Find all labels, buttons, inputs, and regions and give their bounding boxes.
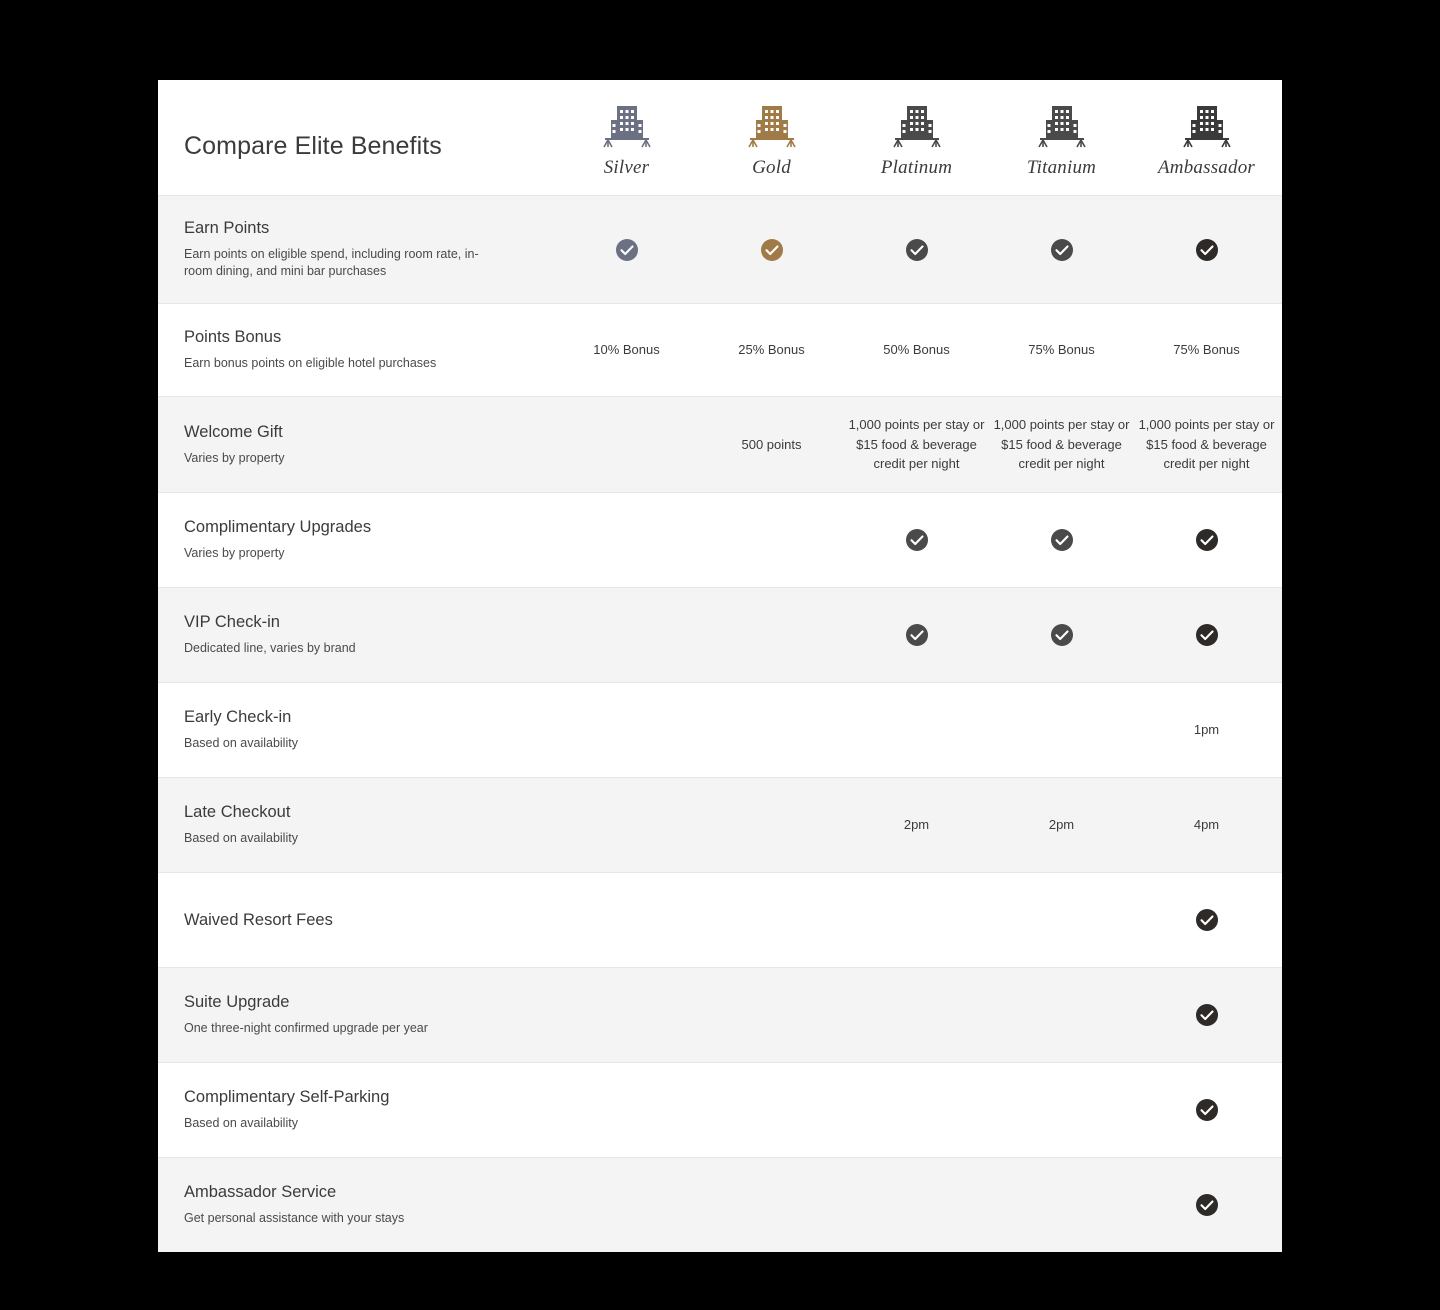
benefit-description: Dedicated line, varies by brand <box>184 641 356 656</box>
check-icon <box>905 623 929 647</box>
table-row <box>158 195 1282 303</box>
benefit-label <box>158 588 554 682</box>
cell-titanium <box>989 683 1134 777</box>
benefit-name: Welcome Gift <box>184 422 283 441</box>
check-icon <box>1050 238 1074 262</box>
benefit-name: Points Bonus <box>184 328 282 347</box>
cell-platinum <box>844 588 989 682</box>
hotel-building-icon <box>844 102 989 150</box>
benefit-name: Early Check-in <box>184 708 292 727</box>
check-icon <box>1195 623 1219 647</box>
cell-platinum <box>844 493 989 587</box>
benefit-label <box>158 778 554 872</box>
table-row <box>158 777 1282 872</box>
cell-ambassador: 75% Bonus <box>1173 342 1240 358</box>
hotel-building-icon <box>989 102 1134 150</box>
table-row <box>158 1062 1282 1157</box>
check-icon <box>1195 1193 1219 1217</box>
benefit-name: Ambassador Service <box>184 1183 337 1202</box>
check-icon <box>1050 623 1074 647</box>
cell-platinum <box>844 968 989 1062</box>
cell-gold <box>699 588 844 682</box>
benefit-name: Late Checkout <box>184 803 291 822</box>
cell-platinum <box>844 1063 989 1157</box>
benefit-name: Waived Resort Fees <box>184 910 333 929</box>
cell-titanium: 75% Bonus <box>1028 342 1095 358</box>
check-icon <box>905 528 929 552</box>
cell-titanium <box>989 196 1134 303</box>
cell-gold <box>699 968 844 1062</box>
benefit-description: Get personal assistance with your stays <box>184 1211 405 1226</box>
hotel-building-icon <box>1134 102 1279 150</box>
benefit-description: Based on availability <box>184 736 298 751</box>
cell-titanium <box>989 493 1134 587</box>
benefit-description: Based on availability <box>184 831 298 846</box>
cell-platinum: 50% Bonus <box>883 342 950 358</box>
cell-platinum <box>844 196 989 303</box>
table-row <box>158 492 1282 587</box>
benefit-label <box>158 968 554 1062</box>
check-icon <box>1195 528 1219 552</box>
cell-ambassador: 1pm <box>1193 722 1220 738</box>
elite-benefits-comparison-table <box>158 80 1282 1252</box>
check-icon <box>1195 238 1219 262</box>
check-icon <box>760 238 784 262</box>
cell-platinum <box>844 1158 989 1252</box>
cell-silver: 10% Bonus <box>593 342 660 358</box>
cell-silver <box>554 968 699 1062</box>
benefit-label <box>158 304 554 396</box>
cell-platinum: 1,000 points per stay or $15 food & beverage credit per night <box>848 417 985 472</box>
benefit-description: Earn points on eligible spend, including room rate, in-room dining, and mini bar purchases <box>184 246 479 279</box>
table-row <box>158 1157 1282 1252</box>
benefit-description: Based on availability <box>184 1116 298 1131</box>
cell-silver <box>554 778 699 872</box>
cell-gold <box>699 683 844 777</box>
cell-gold: 500 points <box>741 436 802 452</box>
cell-gold <box>699 1158 844 1252</box>
cell-gold <box>699 196 844 303</box>
table-row <box>158 967 1282 1062</box>
hotel-building-icon <box>554 102 699 150</box>
benefit-label <box>158 1158 554 1252</box>
cell-gold <box>699 493 844 587</box>
cell-gold: 25% Bonus <box>738 342 805 358</box>
table-row <box>158 303 1282 396</box>
tier-column-titanium <box>989 102 1134 195</box>
cell-titanium <box>989 1158 1134 1252</box>
cell-ambassador: 4pm <box>1193 817 1220 833</box>
benefit-label <box>158 683 554 777</box>
cell-titanium: 1,000 points per stay or $15 food & beverage credit per night <box>993 417 1130 472</box>
table-row <box>158 587 1282 682</box>
check-icon <box>1195 1098 1219 1122</box>
cell-platinum: 2pm <box>903 817 930 833</box>
benefit-label <box>158 493 554 587</box>
cell-silver <box>554 1158 699 1252</box>
table-row <box>158 682 1282 777</box>
tier-column-ambassador <box>1134 102 1279 195</box>
benefit-label <box>158 873 554 967</box>
benefit-name: Complimentary Upgrades <box>184 518 372 537</box>
benefit-label <box>158 1063 554 1157</box>
cell-titanium <box>989 873 1134 967</box>
tier-column-silver <box>554 102 699 195</box>
cell-titanium <box>989 1063 1134 1157</box>
benefit-label <box>158 196 554 303</box>
cell-ambassador <box>1134 493 1279 587</box>
cell-silver <box>554 683 699 777</box>
cell-titanium <box>989 968 1134 1062</box>
check-icon <box>1050 528 1074 552</box>
check-icon <box>615 238 639 262</box>
cell-silver <box>554 196 699 303</box>
tier-column-gold <box>699 102 844 195</box>
benefit-description: Varies by property <box>184 450 285 465</box>
check-icon <box>1195 908 1219 932</box>
cell-silver <box>554 588 699 682</box>
cell-silver <box>554 1063 699 1157</box>
cell-platinum <box>844 873 989 967</box>
page-title: Compare Elite Benefits <box>184 132 442 160</box>
benefit-description: Varies by property <box>184 546 285 561</box>
tier-name-ambassador: Ambassador <box>1157 157 1255 178</box>
table-header <box>158 80 1282 195</box>
hotel-building-icon <box>699 102 844 150</box>
cell-platinum <box>844 683 989 777</box>
cell-ambassador <box>1134 873 1279 967</box>
cell-ambassador <box>1134 1063 1279 1157</box>
cell-ambassador: 1,000 points per stay or $15 food & beverage credit per night <box>1138 417 1275 472</box>
cell-ambassador <box>1134 968 1279 1062</box>
benefit-name: Suite Upgrade <box>184 993 290 1012</box>
cell-silver <box>554 873 699 967</box>
check-icon <box>905 238 929 262</box>
benefit-name: VIP Check-in <box>184 613 280 632</box>
cell-silver <box>554 493 699 587</box>
cell-silver <box>554 397 699 492</box>
tier-name-titanium: Titanium <box>1026 157 1097 178</box>
tier-name-gold: Gold <box>752 157 791 178</box>
cell-ambassador <box>1134 196 1279 303</box>
benefit-name: Earn Points <box>184 219 270 237</box>
benefit-description: One three-night confirmed upgrade per year <box>184 1021 428 1036</box>
check-icon <box>1195 1003 1219 1027</box>
benefit-description: Earn bonus points on eligible hotel purchases <box>184 356 437 371</box>
cell-gold <box>699 778 844 872</box>
tier-name-platinum: Platinum <box>880 157 953 178</box>
cell-titanium: 2pm <box>1048 817 1075 833</box>
cell-ambassador <box>1134 588 1279 682</box>
table-row <box>158 872 1282 967</box>
benefit-label <box>158 397 554 492</box>
benefit-name: Complimentary Self-Parking <box>184 1088 390 1107</box>
cell-titanium <box>989 588 1134 682</box>
cell-gold <box>699 873 844 967</box>
cell-ambassador <box>1134 1158 1279 1252</box>
cell-gold <box>699 1063 844 1157</box>
tier-column-platinum <box>844 102 989 195</box>
table-row <box>158 396 1282 492</box>
tier-name-silver: Silver <box>603 157 650 178</box>
